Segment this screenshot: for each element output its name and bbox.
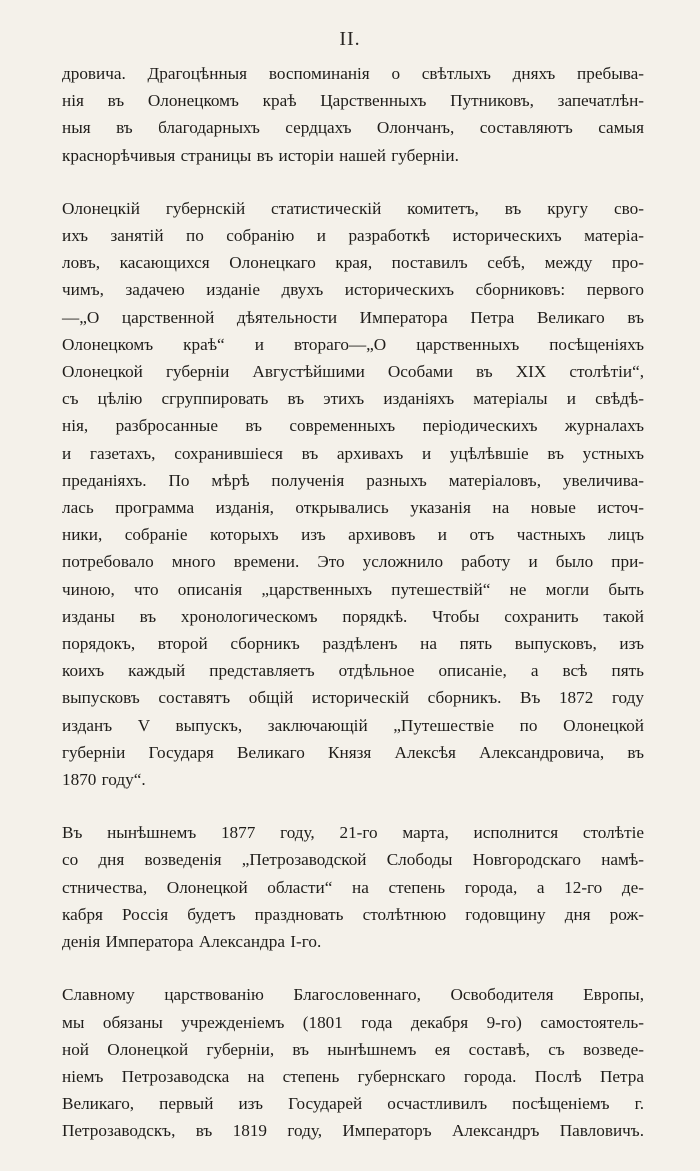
text-line: лась программа изданія, открывались указанія на новые источ- [62, 498, 644, 518]
text-line: Великаго, первый изъ Государей осчастливилъ посѣщеніемъ г. [62, 1094, 644, 1114]
text-line: ніемъ Петрозаводска на степень губернскаго города. Послѣ Петра [62, 1066, 644, 1086]
text-line: Петрозаводскъ, въ 1819 году, Императоръ Александръ Павловичъ. [62, 1121, 644, 1141]
text-line: ники, собраніе которыхъ изъ архивовъ и отъ частныхъ лицъ [62, 525, 644, 545]
text-line: порядокъ, второй сборникъ раздѣленъ на пять выпусковъ, изъ [62, 634, 644, 654]
text-line: Славному царствованію Благословеннаго, Освободителя Европы, [62, 985, 644, 1005]
text-line: краснорѣчивыя страницы въ исторіи нашей губерніи. [62, 145, 459, 165]
text-line: чиною, что описанія „царственныхъ путешествій“ не могли быть [62, 579, 644, 599]
text-line: Олонецкомъ краѣ“ и втораго—„О царственныхъ посѣщеніяхъ [62, 334, 644, 354]
text-line: изданъ V выпускъ, заключающій „Путешествіе по Олонецкой [62, 715, 644, 735]
text-line: кабря Россія будетъ праздновать столѣтнюю годовщину дня рож- [62, 904, 644, 924]
text-line: ной Олонецкой губерніи, въ нынѣшнемъ ея составѣ, съ возведе- [62, 1039, 644, 1059]
text-line: нія въ Олонецкомъ краѣ Царственныхъ Путниковъ, запечатлѣн- [62, 91, 644, 111]
text-line: ловъ, касающихся Олонецкаго края, поставилъ себѣ, между про- [62, 253, 644, 273]
body-text [62, 60, 644, 1171]
text-line: изданы въ хронологическомъ порядкѣ. Чтобы сохранить такой [62, 606, 644, 626]
text-line: 1870 году“. [62, 770, 146, 790]
paragraph-3 [62, 819, 644, 955]
text-line: нія, разбросанные въ современныхъ періодическихъ журналахъ [62, 416, 644, 436]
text-line: денія Императора Александра I-го. [62, 932, 322, 952]
text-line: и газетахъ, сохранившіеся въ архивахъ и уцѣлѣвшіе въ устныхъ [62, 443, 644, 463]
text-line: коихъ каждый представляетъ отдѣльное описаніе, а всѣ пять [62, 661, 644, 681]
text-line: съ цѣлію сгруппировать въ этихъ изданіяхъ матеріалы и свѣдѣ- [62, 389, 644, 409]
text-line: мы обязаны учрежденіемъ (1801 года декабря 9-го) самостоятель- [62, 1012, 644, 1032]
text-line: Олонецкій губернскій статистическій комитетъ, въ кругу сво- [62, 198, 644, 218]
paragraph-2 [62, 195, 644, 793]
text-line: Олонецкой губерніи Августѣйшими Особами въ XIX столѣтіи“, [62, 362, 644, 382]
text-line: Въ нынѣшнемъ 1877 году, 21-го марта, исполнится столѣтіе [62, 823, 644, 843]
text-line: ихъ занятій по собранію и разработкѣ историческихъ матеріа- [62, 226, 644, 246]
text-line: —„О царственной дѣятельности Императора Петра Великаго въ [62, 307, 644, 327]
text-line: выпусковъ составятъ общій историческій сборникъ. Въ 1872 году [62, 688, 644, 708]
text-line: со дня возведенія „Петрозаводской Слободы Новгородскаго намѣ- [62, 850, 644, 870]
text-line: ныя въ благодарныхъ сердцахъ Олончанъ, составляютъ самыя [62, 118, 644, 138]
page-number: II. [339, 28, 361, 50]
text-line: дровича. Драгоцѣнныя воспоминанія о свѣтлыхъ дняхъ пребыва- [62, 64, 644, 83]
text-line: стничества, Олонецкой области“ на степень города, а 12-го де- [62, 877, 644, 897]
text-line: чимъ, задачею изданіе двухъ историческихъ сборниковъ: первого [62, 280, 644, 300]
text-line: преданіяхъ. По мѣрѣ полученія разныхъ матеріаловъ, увеличива- [62, 470, 644, 490]
text-line: губерніи Государя Великаго Князя Алексѣя Александровича, въ [62, 742, 644, 762]
paragraph-1 [62, 60, 644, 169]
paragraph-4 [62, 981, 644, 1144]
text-line: потребовало много времени. Это усложнило работу и было при- [62, 552, 644, 572]
